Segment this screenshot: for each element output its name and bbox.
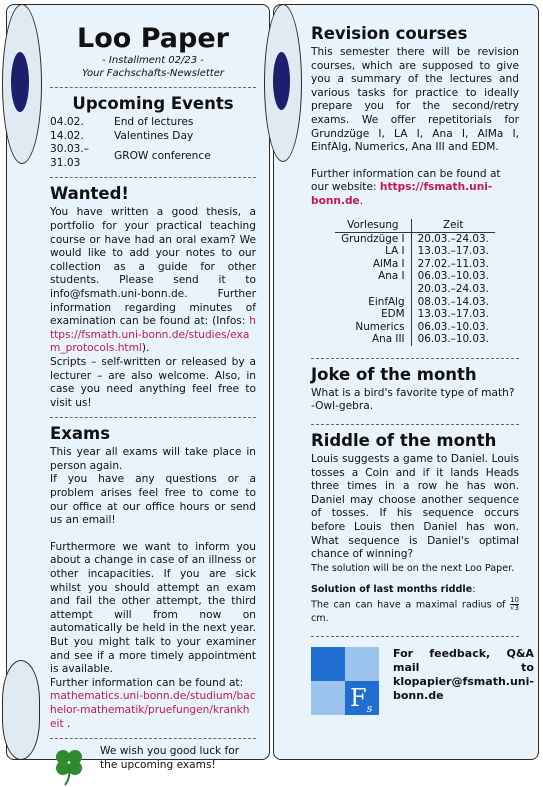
feedback-section [311, 646, 534, 715]
wanted-heading: Wanted! [50, 184, 129, 204]
course-cell: Ana I [335, 270, 411, 283]
course-cell: LA I [335, 245, 411, 258]
course-cell: AlMa I [335, 258, 411, 271]
event-row [50, 130, 211, 144]
exam-protocols-link[interactable]: https://fsmath.uni-bonn.de/studies/exam_protocols.html [50, 315, 256, 355]
event-date: 14.02. [50, 129, 84, 142]
events-table [50, 116, 211, 170]
joke-heading: Joke of the month [311, 364, 477, 384]
course-cell: Ana III [335, 333, 411, 346]
revision-table-header [335, 219, 495, 233]
riddle-text: Louis suggests a game to Daniel. Louis tosses a Coin and if it lands Heads three times in a row he has won. Daniel may choose another sequence of tosses. If his sequence occurs before Louis then Daniel has won. What sequence is Daniel's optimal chance of winning? [311, 453, 519, 561]
newsletter-title: Loo Paper [77, 23, 229, 54]
exams-heading: Exams [50, 424, 111, 444]
time-cell: 08.03.–14.03. [417, 295, 489, 308]
table-row [335, 296, 495, 309]
logo-subscript: s [366, 701, 373, 715]
exams-text-2: If you have any questions or a problem arises feel free to come to our office at our office hours or send us an email! [50, 473, 256, 527]
good-luck-text: We wish you good luck for the upcoming exams! [100, 745, 240, 771]
revision-heading: Revision courses [311, 24, 468, 43]
course-cell: EinfAlg [335, 296, 411, 309]
exams-text-3: Furthermore we want to inform you about a change in case of an illness or other incapacities. If you are sick whilst you should attempt an exam and fail the other attempt, the third attempt will from now on automatically be held in the next year. But you might talk to your examiner and see if a more timely appointment is available. [50, 540, 256, 676]
col-header-time: Zeit [411, 219, 495, 233]
table-row [335, 232, 495, 245]
table-row [335, 333, 495, 346]
joke-question: What is a bird's favorite type of math? [311, 386, 515, 399]
last-solution-text: The can can have a maximal radius of $\frac{10}{√3}$ cm. [311, 596, 519, 625]
left-roll-bottom-tube [2, 660, 40, 760]
radius-fraction: $\frac{10}{√3}$ [510, 596, 519, 612]
event-date: 04.02. [50, 116, 84, 128]
event-name: GROW conference [114, 149, 211, 162]
time-cell: 20.03.–24.03. [417, 282, 489, 295]
event-date: 30.03.–31.03 [50, 143, 89, 169]
divider [311, 636, 519, 637]
course-cell [335, 283, 411, 296]
event-name: Valentines Day [114, 129, 194, 142]
left-roll-hole [11, 52, 29, 112]
time-cell: 13.03.–17.03. [417, 308, 489, 321]
time-cell: 06.03.–10.03. [417, 320, 489, 333]
fachschaft-logo [311, 647, 379, 715]
logo-letter: F [350, 683, 367, 712]
exams-text-4: Further information can be found at: [50, 676, 244, 689]
revision-table [335, 219, 495, 346]
table-row [335, 308, 495, 321]
clover-icon [50, 745, 88, 787]
event-row [50, 116, 211, 130]
table-row [335, 283, 495, 296]
riddle-heading: Riddle of the month [311, 431, 497, 451]
event-row [50, 143, 211, 170]
table-row [335, 258, 495, 271]
table-row [335, 270, 495, 283]
course-cell: Numerics [335, 321, 411, 334]
scripts-text: Scripts – self-written or released by a lecturer – are also welcome. Also, in case you need anything feel free to visit us! [50, 355, 256, 409]
time-cell: 13.03.–17.03. [417, 245, 489, 258]
event-name: End of lectures [114, 116, 194, 128]
joke-answer: -Owl-gebra. [311, 400, 374, 413]
revision-text: This semester there will be revision courses, which are supposed to give you a summary of the lectures and various tasks for practice to ideally prepare you for the second/retry exams. We offer repetitorials for Grundzüge I, LA I, Ana I, AlMa I, EinfAlg, Numerics, Ana III and EDM. [311, 46, 519, 154]
time-cell: 06.03.–10.03. [417, 270, 489, 283]
riddle-note: The solution will be on the next Loo Paper. [311, 562, 515, 574]
events-heading: Upcoming Events [72, 94, 234, 113]
wanted-text: You have written a good thesis, a portfolio for your practical teaching course or have had an oral exam? We would like to add your notes to our collection as a guide for other students. Please send it to info@fsmath.uni-bonn.de. Further information regarding minutes of examination can be found at: (Infos: https://fsmath.uni-bonn.de/studies/exam_protocols.html). [50, 206, 256, 355]
divider [50, 177, 256, 178]
last-solution: Solution of last months riddle: [311, 584, 476, 596]
website-link[interactable]: https://fsmath.uni-bonn.de [311, 181, 493, 207]
time-cell: 27.02.–11.03. [417, 257, 489, 270]
exams-link-para: mathematics.uni-bonn.de/studium/bachelor-mathematik/pruefungen/krankheit . [50, 690, 256, 730]
tagline: Your Fachschafts-Newsletter [82, 68, 224, 79]
divider [50, 738, 256, 739]
time-cell: 06.03.–10.03. [417, 333, 489, 346]
divider [50, 87, 256, 88]
course-cell: EDM [335, 308, 411, 321]
good-luck-section [50, 745, 256, 787]
right-column [311, 24, 534, 715]
installment-label: - Installment 02/23 - [102, 55, 204, 66]
time-cell: 20.03.–24.03. [417, 232, 489, 245]
exams-text-1: This year all exams will take place in person again. [50, 446, 256, 472]
feedback-text: For feedback, Q&A mail to klopapier@fsmath.uni-bonn.de [393, 646, 534, 702]
divider [50, 417, 256, 418]
divider [311, 358, 519, 359]
course-cell: Grundzüge I [335, 232, 411, 245]
right-roll-hole [273, 52, 290, 110]
left-column [50, 24, 256, 787]
table-row [335, 245, 495, 258]
table-row [335, 321, 495, 334]
divider [311, 424, 519, 425]
illness-info-link[interactable]: mathematics.uni-bonn.de/studium/bachelor-mathematik/pruefungen/krankheit [50, 690, 256, 730]
col-header-course: Vorlesung [335, 219, 411, 233]
revision-website-text: Further information can be found at our website: https://fsmath.uni-bonn.de. [311, 167, 501, 207]
